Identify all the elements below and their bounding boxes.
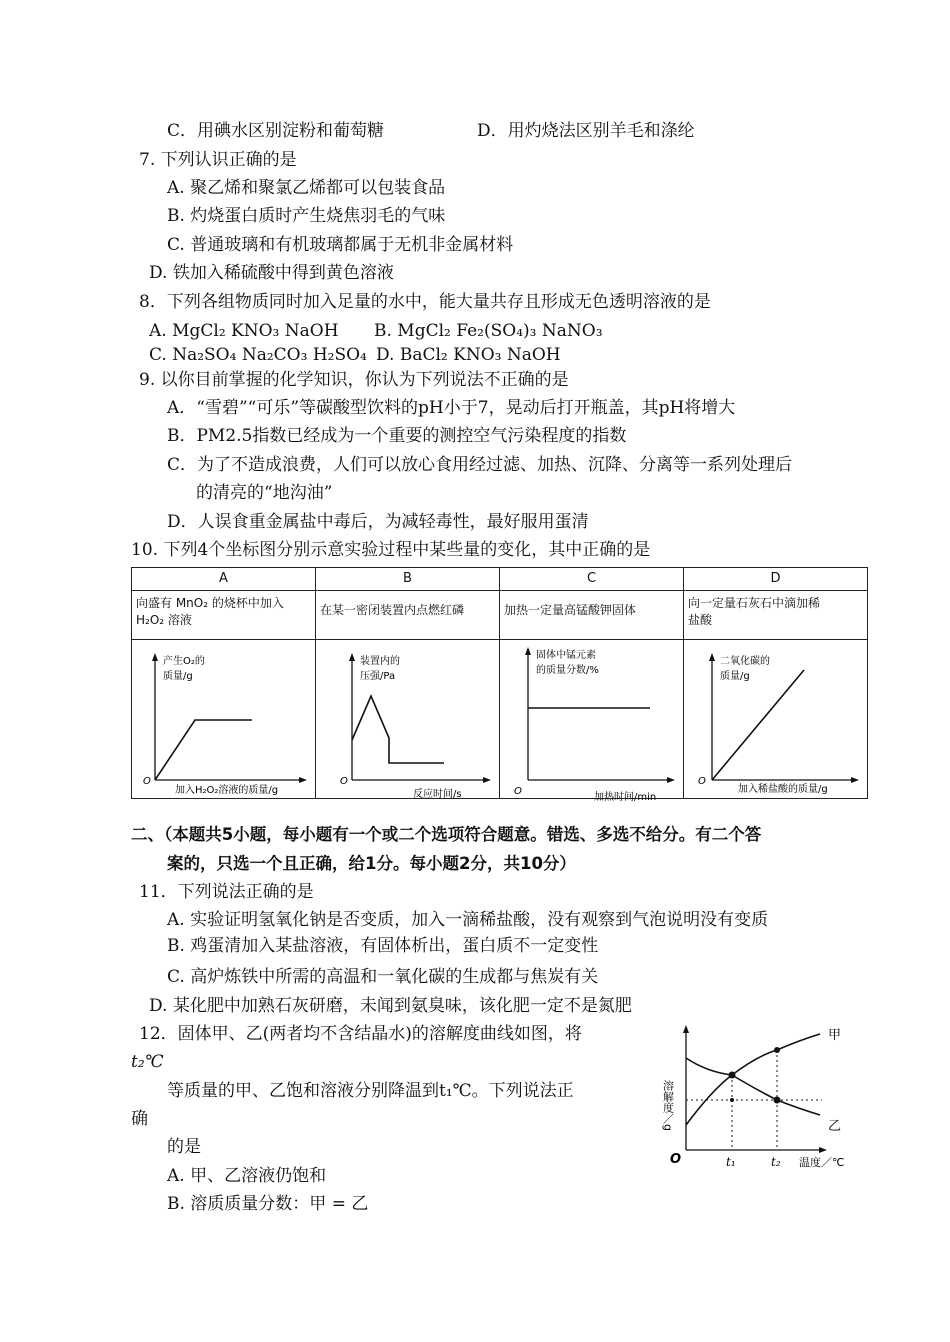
q9-option-d: D．人误食重金属盐中毒后，为减轻毒性，最好服用蛋清 (167, 512, 589, 532)
graph-d-cell (684, 640, 868, 799)
graph-a-ylabel-2: 质量/g (163, 671, 193, 682)
q7-stem: 7. 下列认识正确的是 (139, 150, 297, 170)
q12-stem-line5: 的是 (167, 1137, 201, 1157)
col-d-header: D (684, 568, 868, 591)
q11-stem: 11．下列说法正确的是 (139, 882, 314, 902)
graph-a (132, 640, 315, 796)
q7-option-d: D. 铁加入稀硫酸中得到黄色溶液 (149, 263, 394, 283)
fig12-t1-label: t₁ (726, 1155, 736, 1169)
q8-option-b: B. MgCl₂ Fe₂(SO₄)₃ NaNO₃ (374, 321, 603, 341)
q9-option-a: A．“雪碧”“可乐”等碳酸型饮料的pH小于7，晃动后打开瓶盖，其pH将增大 (167, 398, 736, 418)
q6-option-d: D．用灼烧法区别羊毛和涤纶 (477, 121, 695, 141)
q10-graph-table (131, 567, 868, 803)
q8-option-c: C. Na₂SO₄ Na₂CO₃ H₂SO₄ (149, 345, 367, 365)
q11-option-b: B. 鸡蛋清加入某盐溶液，有固体析出，蛋白质不一定变性 (167, 936, 599, 956)
col-a-header: A (132, 568, 316, 591)
q11-option-d: D. 某化肥中加熟石灰研磨，未闻到氨臭味，该化肥一定不是氮肥 (149, 996, 632, 1016)
q7-option-c: C. 普通玻璃和有机玻璃都属于无机非金属材料 (167, 235, 514, 255)
graph-d-xlabel: 加入稀盐酸的质量/g (738, 784, 828, 795)
fig12-origin: O (670, 1152, 682, 1167)
col-a-desc-line2: H₂O₂ 溶液 (136, 613, 192, 627)
q12-stem-line4: 确 (131, 1109, 148, 1129)
q6-option-c: C．用碘水区别淀粉和葡萄糖 (167, 121, 385, 141)
fig12-curve-jia (686, 1034, 820, 1125)
graph-c-x-arrow (667, 777, 675, 783)
graph-b-ylabel-2: 压强/Pa (360, 671, 396, 682)
fig12-intersection-point (729, 1072, 736, 1079)
graph-b-y-arrow (349, 653, 355, 661)
col-d-description (684, 591, 868, 640)
graph-a-xlabel: 加入H₂O₂溶液的质量/g (175, 785, 279, 796)
section2-heading-line2: 案的，只选一个且正确，给1分。每小题2分，共10分） (167, 854, 576, 873)
fig12-yi-t2-point (774, 1097, 781, 1104)
graph-a-curve (155, 720, 252, 780)
graph-c-ylabel-2: 的质量分数/% (536, 665, 599, 676)
q7-option-b: B. 灼烧蛋白质时产生烧焦羽毛的气味 (167, 206, 446, 226)
graph-a-ylabel-1: 产生O₂的 (163, 656, 205, 667)
graph-b-ylabel-1: 装置内的 (360, 656, 400, 667)
col-c-header: C (500, 568, 684, 591)
graph-c-origin: O (514, 786, 522, 797)
graph-b-xlabel: 反应时间/s (413, 789, 462, 800)
graph-d-curve (712, 670, 804, 780)
q9-option-b: B．PM2.5指数已经成为一个重要的测控空气污染程度的指数 (167, 426, 627, 446)
q12-stem-line3: 等质量的甲、乙饱和溶液分别降温到t₁℃。下列说法正 (167, 1081, 574, 1101)
fig12-curve-yi (686, 1058, 820, 1115)
fig12-ylabel: 溶解度／g (661, 1080, 675, 1131)
graph-c-y-arrow (525, 647, 531, 655)
fig12-xlabel: 温度／℃ (799, 1156, 845, 1169)
graph-a-y-arrow (152, 653, 158, 661)
graph-d-x-arrow (851, 777, 859, 783)
q8-option-d: D. BaCl₂ KNO₃ NaOH (376, 345, 561, 365)
graph-b (316, 640, 499, 800)
graph-b-cell (316, 640, 500, 799)
q7-option-a: A. 聚乙烯和聚氯乙烯都可以包装食品 (167, 178, 446, 198)
fig12-curve-jia-label: 甲 (828, 1028, 842, 1043)
col-c-desc-line1: 加热一定量高锰酸钾固体 (504, 603, 637, 617)
graph-a-x-arrow (299, 777, 307, 783)
q12-stem-line2: t₂℃ (131, 1052, 164, 1072)
col-b-description (316, 591, 500, 640)
fig12-x-arrow (819, 1147, 827, 1153)
q10-stem: 10. 下列4个坐标图分别示意实验过程中某些量的变化，其中正确的是 (131, 540, 651, 560)
col-d-desc-line2: 盐酸 (688, 613, 713, 627)
graph-b-curve (352, 696, 444, 763)
fig12-jia-t2-point (774, 1047, 780, 1053)
graph-c-ylabel-1: 固体中锰元素 (536, 650, 596, 661)
solubility-curve-figure (662, 1020, 862, 1175)
col-c-description (500, 591, 684, 640)
q9-option-c: C．为了不造成浪费，人们可以放心食用经过滤、加热、沉降、分离等一系列处理后 (167, 455, 793, 475)
q11-option-a: A. 实验证明氢氧化钠是否变质，加入一滴稀盐酸，没有观察到气泡说明没有变质 (167, 910, 769, 930)
fig12-t2-label: t₂ (771, 1155, 781, 1169)
col-b-desc-line1: 在某一密闭装置内点燃红磷 (320, 603, 465, 617)
fig12-y-arrow (683, 1025, 689, 1033)
col-a-description (132, 591, 316, 640)
col-a-desc-line1: 向盛有 MnO₂ 的烧杯中加入 (136, 596, 284, 610)
q9-option-c-cont: 的清亮的“地沟油” (196, 483, 333, 503)
graph-b-origin: O (340, 776, 348, 787)
section2-heading-line1: 二、（本题共5小题，每小题有一个或二个选项符合题意。错选、多选不给分。有二个答 (131, 825, 762, 844)
col-d-desc-line1: 向一定量石灰石中滴加稀 (688, 596, 821, 610)
graph-b-x-arrow (483, 777, 491, 783)
graph-a-cell (132, 640, 316, 799)
fig12-curve-yi-label: 乙 (828, 1119, 842, 1134)
q12-stem-line1: 12．固体甲、乙(两者均不含结晶水)的溶解度曲线如图，将 (139, 1024, 582, 1044)
graph-d-ylabel-1: 二氧化碳的 (720, 656, 770, 667)
q12-option-b: B. 溶质质量分数：甲 = 乙 (167, 1194, 369, 1214)
q12-option-a: A. 甲、乙溶液仍饱和 (167, 1166, 327, 1186)
fig12-t1-level-point (730, 1098, 734, 1102)
graph-c-xlabel: 加热时间/min (594, 792, 657, 803)
graph-d-origin: O (698, 776, 706, 787)
graph-d (684, 640, 867, 796)
graph-d-y-arrow (709, 653, 715, 661)
col-b-header: B (316, 568, 500, 591)
q9-stem: 9. 以你目前掌握的化学知识，你认为下列说法不正确的是 (139, 370, 569, 390)
q11-option-c: C. 高炉炼铁中所需的高温和一氧化碳的生成都与焦炭有关 (167, 967, 599, 987)
graph-c-cell (500, 640, 684, 803)
q8-stem: 8．下列各组物质同时加入足量的水中，能大量共存且形成无色透明溶液的是 (139, 292, 711, 312)
graph-d-ylabel-2: 质量/g (720, 671, 750, 682)
graph-a-origin: O (143, 776, 151, 787)
graph-c (500, 640, 683, 803)
q8-option-a: A. MgCl₂ KNO₃ NaOH (149, 321, 339, 341)
